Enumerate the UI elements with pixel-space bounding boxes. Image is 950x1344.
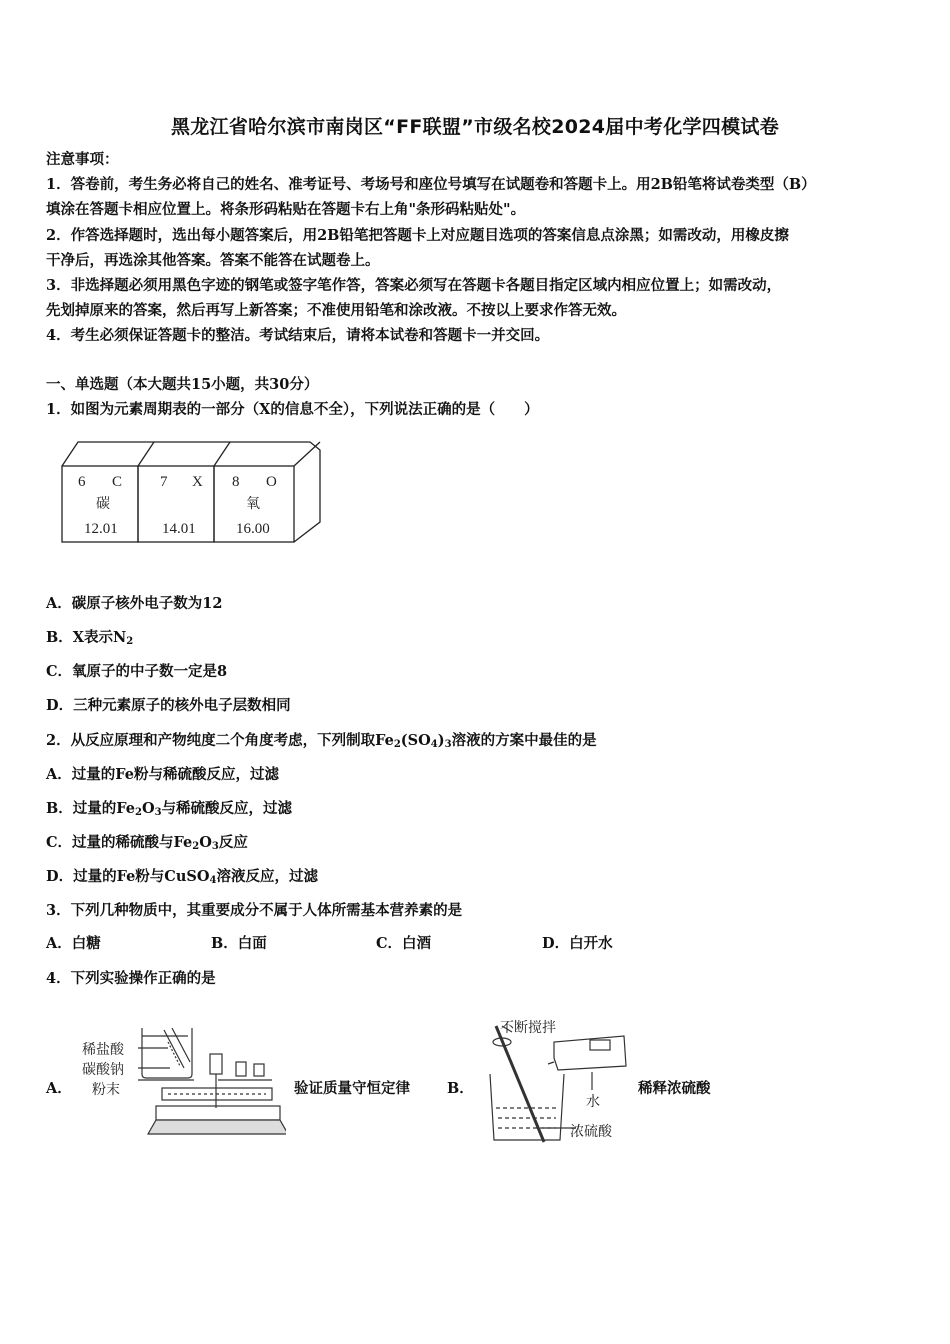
balance-figure [76, 1022, 286, 1142]
notice-line: 3．非选择题必须用黑色字迹的钢笔或签字笔作答，答案必须写在答题卡各题目指定区域内相应位置上；如需改动， [46, 277, 782, 294]
q1-option-b: B．X表示$N_2$ [46, 629, 134, 647]
q4-option-a-letter: A． [46, 1080, 72, 1097]
notice-line: 干净后，再选涂其他答案。答案不能答在试题卷上。 [46, 252, 380, 269]
label-hcl: 稀盐酸 [82, 1042, 124, 1058]
cell-c-symbol: C [112, 474, 123, 490]
question-1-stem: 1．如图为元素周期表的一部分（X的信息不全），下列说法正确的是（ ） [46, 401, 539, 418]
cell-x-mass: 14.01 [162, 521, 196, 537]
cell-c-mass: 12.01 [84, 521, 118, 537]
q3-option-b: B．白面 [211, 935, 267, 952]
label-na2co3: 碳酸钠 [82, 1062, 124, 1078]
q2-option-a: A．过量的Fe粉与稀硫酸反应，过滤 [46, 766, 279, 783]
notice-line: 2．作答选择题时，选出每小题答案后，用2B铅笔把答题卡上对应题目选项的答案信息点涂黑；如需改动，用橡皮擦 [46, 227, 789, 244]
cell-o-symbol: O [266, 474, 277, 490]
page-title: 黑龙江省哈尔滨市南岗区“FF联盟”市级名校2024届中考化学四模试卷 [170, 116, 779, 138]
question-2-stem: 2．从反应原理和产物纯度二个角度考虑，下列制取$Fe_2(SO_4)_3$溶液的方案中最佳的是 [46, 732, 597, 750]
label-stir: 不断搅拌 [500, 1020, 556, 1036]
q3-option-d: D．白开水 [542, 935, 613, 952]
section-heading: 一、单选题（本大题共15小题，共30分） [46, 376, 319, 393]
q1-option-a: A．碳原子核外电子数为12 [46, 595, 223, 612]
cell-o-number: 8 [232, 474, 240, 490]
label-acid: 浓硫酸 [570, 1124, 612, 1140]
notice-line: 4．考生必须保证答题卡的整洁。考试结束后，请将本试卷和答题卡一并交回。 [46, 327, 550, 344]
q4-option-b-caption: 稀释浓硫酸 [638, 1080, 711, 1097]
notice-line: 先划掉原来的答案，然后再写上新答案；不准使用铅笔和涂改液。不按以上要求作答无效。 [46, 302, 626, 319]
notice-heading: 注意事项： [46, 151, 119, 168]
q1-option-c: C．氧原子的中子数一定是8 [46, 663, 228, 680]
notice-line: 填涂在答题卡相应位置上。将条形码粘贴在答题卡右上角"条形码粘贴处"。 [46, 201, 526, 218]
periodic-table-figure [58, 438, 324, 546]
cell-o-mass: 16.00 [236, 521, 270, 537]
q1-option-d: D．三种元素原子的核外电子层数相同 [46, 697, 291, 714]
cell-x-number: 7 [160, 474, 168, 490]
q3-option-c: C．白酒 [376, 935, 432, 952]
question-3-stem: 3．下列几种物质中，其重要成分不属于人体所需基本营养素的是 [46, 902, 463, 919]
cell-o-name: 氧 [246, 496, 260, 512]
label-water: 水 [586, 1094, 600, 1110]
cell-c-name: 碳 [96, 496, 110, 512]
q4-option-b-letter: B． [447, 1080, 474, 1097]
q2-option-c: C．过量的稀硫酸与$Fe_2O_3$反应 [46, 834, 248, 852]
question-4-stem: 4．下列实验操作正确的是 [46, 970, 216, 987]
label-powder: 粉末 [92, 1082, 120, 1098]
q3-option-a: A．白糖 [46, 935, 101, 952]
cell-c-number: 6 [78, 474, 86, 490]
cell-x-symbol: X [192, 474, 203, 490]
q2-option-b: B．过量的$Fe_2O_3$与稀硫酸反应，过滤 [46, 800, 293, 818]
q2-option-d: D．过量的Fe粉与CuSO$_4$溶液反应，过滤 [46, 868, 318, 886]
dilution-figure [480, 1012, 632, 1148]
q4-option-a-caption: 验证质量守恒定律 [294, 1080, 410, 1097]
notice-line: 1．答卷前，考生务必将自己的姓名、准考证号、考场号和座位号填写在试题卷和答题卡上。用2B铅笔将试卷类型（B） [46, 176, 816, 193]
